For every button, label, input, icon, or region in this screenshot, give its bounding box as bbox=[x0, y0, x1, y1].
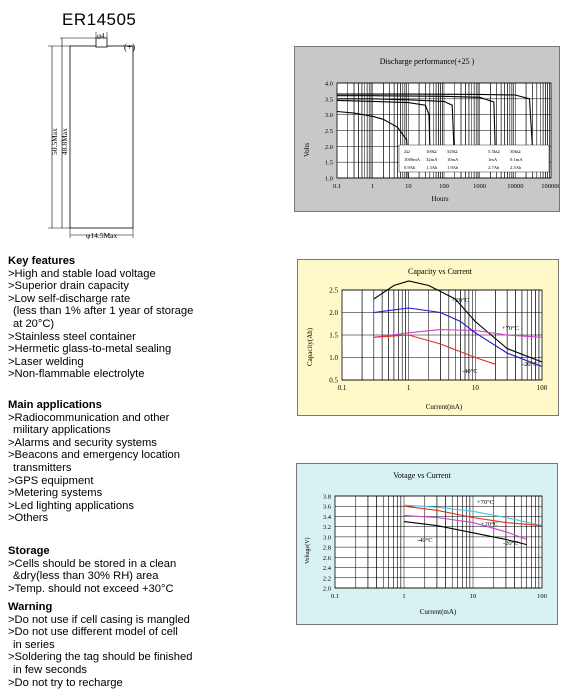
list-item: >Non-flammable electrolyte bbox=[8, 368, 145, 381]
legend-cell: 100Ω bbox=[426, 149, 437, 154]
list-item: >Hermetic glass-to-metal sealing bbox=[8, 343, 172, 356]
voltage-chart-panel bbox=[296, 463, 558, 625]
series-label: +20°C bbox=[481, 521, 499, 528]
x-tick-label: 100000 bbox=[541, 183, 559, 190]
list-item: (less than 1% after 1 year of storage bbox=[13, 305, 194, 318]
x-tick-label: 10000 bbox=[507, 183, 524, 190]
x-tick-label: 100 bbox=[536, 384, 548, 392]
diameter-label: φ14.5Max bbox=[86, 231, 118, 240]
y-tick-label: 4.0 bbox=[324, 80, 333, 88]
legend-cell: 320Ω bbox=[447, 149, 458, 154]
list-item: >Do not use if cell casing is mangled bbox=[8, 613, 190, 626]
x-axis-label: Current(mA) bbox=[425, 403, 463, 411]
list-item: >Low self-discharge rate bbox=[8, 292, 131, 305]
x-tick-label: 100 bbox=[537, 593, 547, 600]
y-tick-label: 2.4 bbox=[322, 565, 331, 573]
y-tick-label: 3.8 bbox=[322, 493, 331, 501]
storage-section bbox=[8, 545, 176, 595]
warning-heading: Warning bbox=[8, 601, 53, 613]
y-tick-label: 2.8 bbox=[322, 544, 331, 552]
y-tick-label: 1.0 bbox=[329, 354, 338, 362]
voltage-chart bbox=[297, 464, 557, 624]
list-item: >Do not try to recharge bbox=[8, 676, 123, 689]
legend-cell: 2.7Ah bbox=[488, 165, 500, 170]
list-item: at 20°C) bbox=[13, 317, 55, 330]
x-axis-label: Hours bbox=[431, 195, 449, 203]
y-tick-label: 1.5 bbox=[324, 159, 333, 167]
y-tick-label: 3.0 bbox=[322, 534, 331, 542]
list-item: military applications bbox=[13, 424, 111, 437]
chart-title: Capacity vs Current bbox=[408, 267, 472, 276]
discharge-chart-panel bbox=[294, 46, 560, 212]
list-item: >Laser welding bbox=[8, 355, 84, 368]
cell-dimension-drawing bbox=[44, 30, 164, 242]
legend-cell: 1000mA bbox=[404, 157, 421, 162]
series-label: -20°C bbox=[503, 540, 519, 547]
x-tick-label: 100 bbox=[439, 183, 449, 190]
y-axis-label: Voltage(V) bbox=[305, 537, 311, 564]
y-tick-label: 1.0 bbox=[324, 175, 333, 183]
legend-cell: 0.1mA bbox=[510, 157, 523, 162]
y-tick-label: 3.0 bbox=[324, 112, 333, 120]
list-item: in series bbox=[13, 638, 55, 651]
list-item: >Radiocommunication and other bbox=[8, 411, 170, 424]
y-axis-label: Volts bbox=[303, 142, 311, 157]
warning-section bbox=[8, 601, 192, 689]
y-tick-label: 2.6 bbox=[322, 554, 331, 562]
applications-heading: Main applications bbox=[8, 399, 102, 411]
list-item: >Led lighting applications bbox=[8, 499, 134, 512]
list-item: >Superior drain capacity bbox=[8, 280, 129, 293]
applications-section bbox=[8, 399, 180, 525]
y-tick-label: 3.5 bbox=[324, 96, 333, 104]
legend-cell: 1.3Ah bbox=[426, 165, 438, 170]
height-body-label: 48.8Max bbox=[60, 128, 69, 155]
list-item: >Others bbox=[8, 512, 49, 525]
x-tick-label: 0.1 bbox=[332, 183, 342, 190]
list-item: >Cells should be stored in a clean bbox=[8, 557, 177, 570]
series-label: +70°C bbox=[477, 499, 495, 506]
list-item: >Alarms and security systems bbox=[8, 436, 157, 449]
list-item: >Stainless steel container bbox=[8, 330, 136, 343]
list-item: >Soldering the tag should be finished bbox=[8, 651, 193, 664]
x-tick-label: 10 bbox=[471, 384, 479, 392]
y-tick-label: 0.5 bbox=[329, 376, 338, 385]
legend-cell: 1mA bbox=[488, 157, 498, 162]
y-tick-label: 3.2 bbox=[322, 524, 331, 532]
list-item: >Temp. should not exceed +30°C bbox=[8, 582, 174, 595]
legend-cell: 10mA bbox=[447, 157, 459, 162]
y-tick-label: 2.0 bbox=[329, 309, 338, 317]
y-tick-label: 2.5 bbox=[324, 128, 333, 135]
list-item: transmitters bbox=[13, 461, 72, 474]
x-tick-label: 0.1 bbox=[337, 384, 347, 392]
y-tick-label: 2.0 bbox=[324, 143, 333, 151]
storage-heading: Storage bbox=[8, 545, 50, 557]
capacity-chart bbox=[298, 260, 558, 415]
discharge-chart bbox=[295, 47, 559, 211]
legend-cell: 2Ω bbox=[404, 149, 410, 154]
list-item: >GPS equipment bbox=[8, 474, 94, 487]
height-max-label: 50.5Max bbox=[50, 128, 59, 155]
chart-title: Discharge performance(+25 ) bbox=[379, 57, 475, 66]
x-tick-label: 1 bbox=[371, 183, 375, 190]
legend-cell: 0.9Ah bbox=[404, 165, 416, 170]
y-tick-label: 3.4 bbox=[322, 513, 331, 521]
x-tick-label: 10 bbox=[469, 593, 477, 600]
y-tick-label: 2.5 bbox=[329, 286, 338, 295]
list-item: >Beacons and emergency location bbox=[8, 449, 180, 462]
series-label: -40°C bbox=[462, 368, 478, 375]
capacity-chart-panel bbox=[297, 259, 559, 416]
chart-title: Votage vs Current bbox=[393, 471, 451, 480]
key-features-heading: Key features bbox=[8, 255, 76, 267]
series-label: +20°C bbox=[452, 297, 470, 304]
polarity-label: (+) bbox=[124, 42, 136, 52]
y-tick-label: 3.6 bbox=[322, 503, 331, 511]
legend-cell: 1.9Ah bbox=[447, 165, 459, 170]
product-title: ER14505 bbox=[62, 10, 137, 29]
y-tick-label: 2.2 bbox=[322, 575, 331, 583]
series-label: -20°C bbox=[522, 361, 538, 368]
list-item: in few seconds bbox=[13, 663, 88, 676]
list-item: >Do not use different model of cell bbox=[8, 626, 178, 639]
x-tick-label: 1000 bbox=[473, 183, 487, 190]
x-axis-label: Current(mA) bbox=[419, 608, 457, 616]
x-tick-label: 1 bbox=[406, 384, 411, 392]
x-tick-label: 0.1 bbox=[330, 593, 340, 600]
list-item: >High and stable load voltage bbox=[8, 267, 156, 280]
x-tick-label: 1 bbox=[402, 593, 406, 600]
legend-box bbox=[399, 145, 549, 172]
y-axis-label: Capacity(Ah) bbox=[306, 327, 314, 366]
key-features-section bbox=[8, 255, 193, 381]
series-label: +70°C bbox=[502, 325, 520, 332]
y-tick-label: 2.0 bbox=[322, 585, 331, 593]
list-item: >Metering systems bbox=[8, 487, 103, 500]
x-tick-label: 10 bbox=[405, 183, 412, 190]
legend-cell: 2.5Ah bbox=[510, 165, 522, 170]
y-tick-label: 1.5 bbox=[329, 331, 338, 340]
terminal-dim-label: φ4 bbox=[97, 32, 105, 40]
series-label: -40°C bbox=[417, 537, 433, 544]
list-item: &dry(less than 30% RH) area bbox=[13, 570, 159, 583]
legend-cell: 30kΩ bbox=[510, 149, 521, 154]
legend-cell: 32mA bbox=[426, 157, 438, 162]
legend-cell: 5.5kΩ bbox=[488, 149, 500, 154]
